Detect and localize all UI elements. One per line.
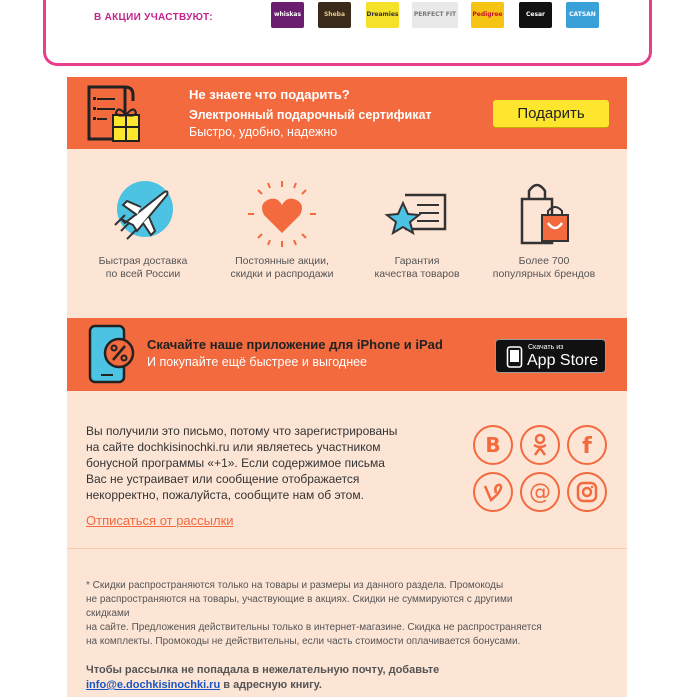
disclaimer-line: скидками	[86, 608, 130, 619]
footer-info-line: на сайте dochkisinochki.ru или являетесь участником	[86, 440, 381, 454]
email-at-icon[interactable]	[520, 472, 560, 512]
feature-promotions-line1: Постоянные акции,	[235, 255, 329, 267]
spam-notice	[86, 663, 439, 693]
odnoklassniki-icon[interactable]	[520, 425, 560, 465]
footer-info-line: Вас не устраивает или сообщение отображается	[86, 472, 360, 486]
app-subtitle: И покупайте ещё быстрее и выгоднее	[147, 355, 368, 369]
footer-divider	[67, 548, 627, 549]
feature-quality-line1: Гарантия	[394, 255, 440, 267]
footer-info-line: Вы получили это письмо, потому что зарегистрированы	[86, 424, 398, 438]
feature-delivery-line2: по всей России	[105, 268, 181, 280]
spam-notice-text: Чтобы рассылка не попадала в нежелательную почту, добавьте	[86, 664, 440, 676]
gift-title: Не знаете что подарить?	[189, 87, 350, 102]
disclaimer-line: не распространяются на товары, участвующие в акциях. Скидки не суммируются с другими	[86, 594, 513, 605]
star-ticket-icon	[381, 179, 453, 249]
shopping-bag-icon	[508, 179, 580, 249]
footer	[67, 391, 627, 697]
disclaimer-line: * Скидки распространяются только на товары и размеры из данного раздела. Промокоды	[86, 580, 504, 591]
unsubscribe-link[interactable]: Отписаться от рассылки	[86, 513, 234, 528]
brand-dreamies-logo[interactable]: Dreamies	[366, 2, 399, 28]
svg-text:В: В	[485, 433, 501, 457]
app-title: Скачайте наше приложение для iPhone и iPad	[147, 337, 443, 352]
brand-pedigree-logo[interactable]: Pedigree	[471, 2, 504, 28]
gift-subtitle: Электронный подарочный сертификат	[189, 108, 432, 122]
brand-catsan-logo[interactable]: CATSAN	[566, 2, 599, 28]
svg-text:f: f	[582, 434, 592, 457]
footer-info-line: бонусной программы «+1». Если содержимое письма	[86, 456, 385, 470]
features-section	[67, 149, 627, 318]
disclaimer-line: на комплекты. Промокоды не действительны, если часть стоимости оплачивается бонусами.	[86, 636, 521, 647]
footer-info	[86, 423, 416, 503]
brand-cesar-logo[interactable]: Cesar	[519, 2, 552, 28]
gift-banner[interactable]	[67, 77, 627, 149]
gift-tagline: Быстро, удобно, надежно	[189, 125, 338, 139]
gift-certificate-icon	[85, 83, 145, 145]
disclaimer-note	[86, 579, 606, 649]
sender-email-link[interactable]: info@e.dochkisinochki.ru	[86, 679, 221, 691]
feature-delivery-line1: Быстрая доставка	[98, 255, 188, 267]
spam-notice-tail: в адресную книгу.	[223, 679, 322, 691]
feature-promotions	[217, 179, 347, 281]
promo-frame	[43, 0, 652, 66]
footer-info-line: некорректно, пожалуйста, сообщите нам об этом.	[86, 488, 364, 502]
vine-icon[interactable]	[473, 472, 513, 512]
app-store-small-label: Скачать из	[528, 344, 564, 351]
gift-button[interactable]: Подарить	[493, 100, 609, 127]
airplane-icon	[107, 179, 179, 249]
app-store-label: App Store	[527, 352, 599, 369]
app-store-button[interactable]	[495, 339, 606, 373]
feature-brands-line2: популярных брендов	[492, 268, 596, 280]
heart-sun-icon	[246, 179, 318, 249]
phone-discount-icon	[85, 323, 139, 385]
app-banner[interactable]	[67, 318, 627, 391]
brand-perfect-fit-logo[interactable]: PERFECT FIT	[412, 2, 458, 28]
brand-whiskas-logo[interactable]: whiskas	[271, 2, 304, 28]
feature-quality	[352, 179, 482, 281]
feature-delivery	[78, 179, 208, 281]
vk-icon[interactable]	[473, 425, 513, 465]
facebook-icon[interactable]	[567, 425, 607, 465]
phone-icon	[506, 346, 523, 368]
instagram-icon[interactable]	[567, 472, 607, 512]
feature-quality-line2: качества товаров	[374, 268, 460, 280]
feature-brands	[479, 179, 609, 281]
disclaimer-line: на сайте. Предложения действительны только в интернет-магазине. Скидка не распространяется	[86, 622, 542, 633]
svg-text:@: @	[529, 480, 551, 504]
brand-sheba-logo[interactable]: Sheba	[318, 2, 351, 28]
feature-brands-line1: Более 700	[518, 255, 570, 267]
promo-label: В АКЦИИ УЧАСТВУЮТ:	[94, 12, 213, 23]
feature-promotions-line2: скидки и распродажи	[230, 268, 334, 280]
